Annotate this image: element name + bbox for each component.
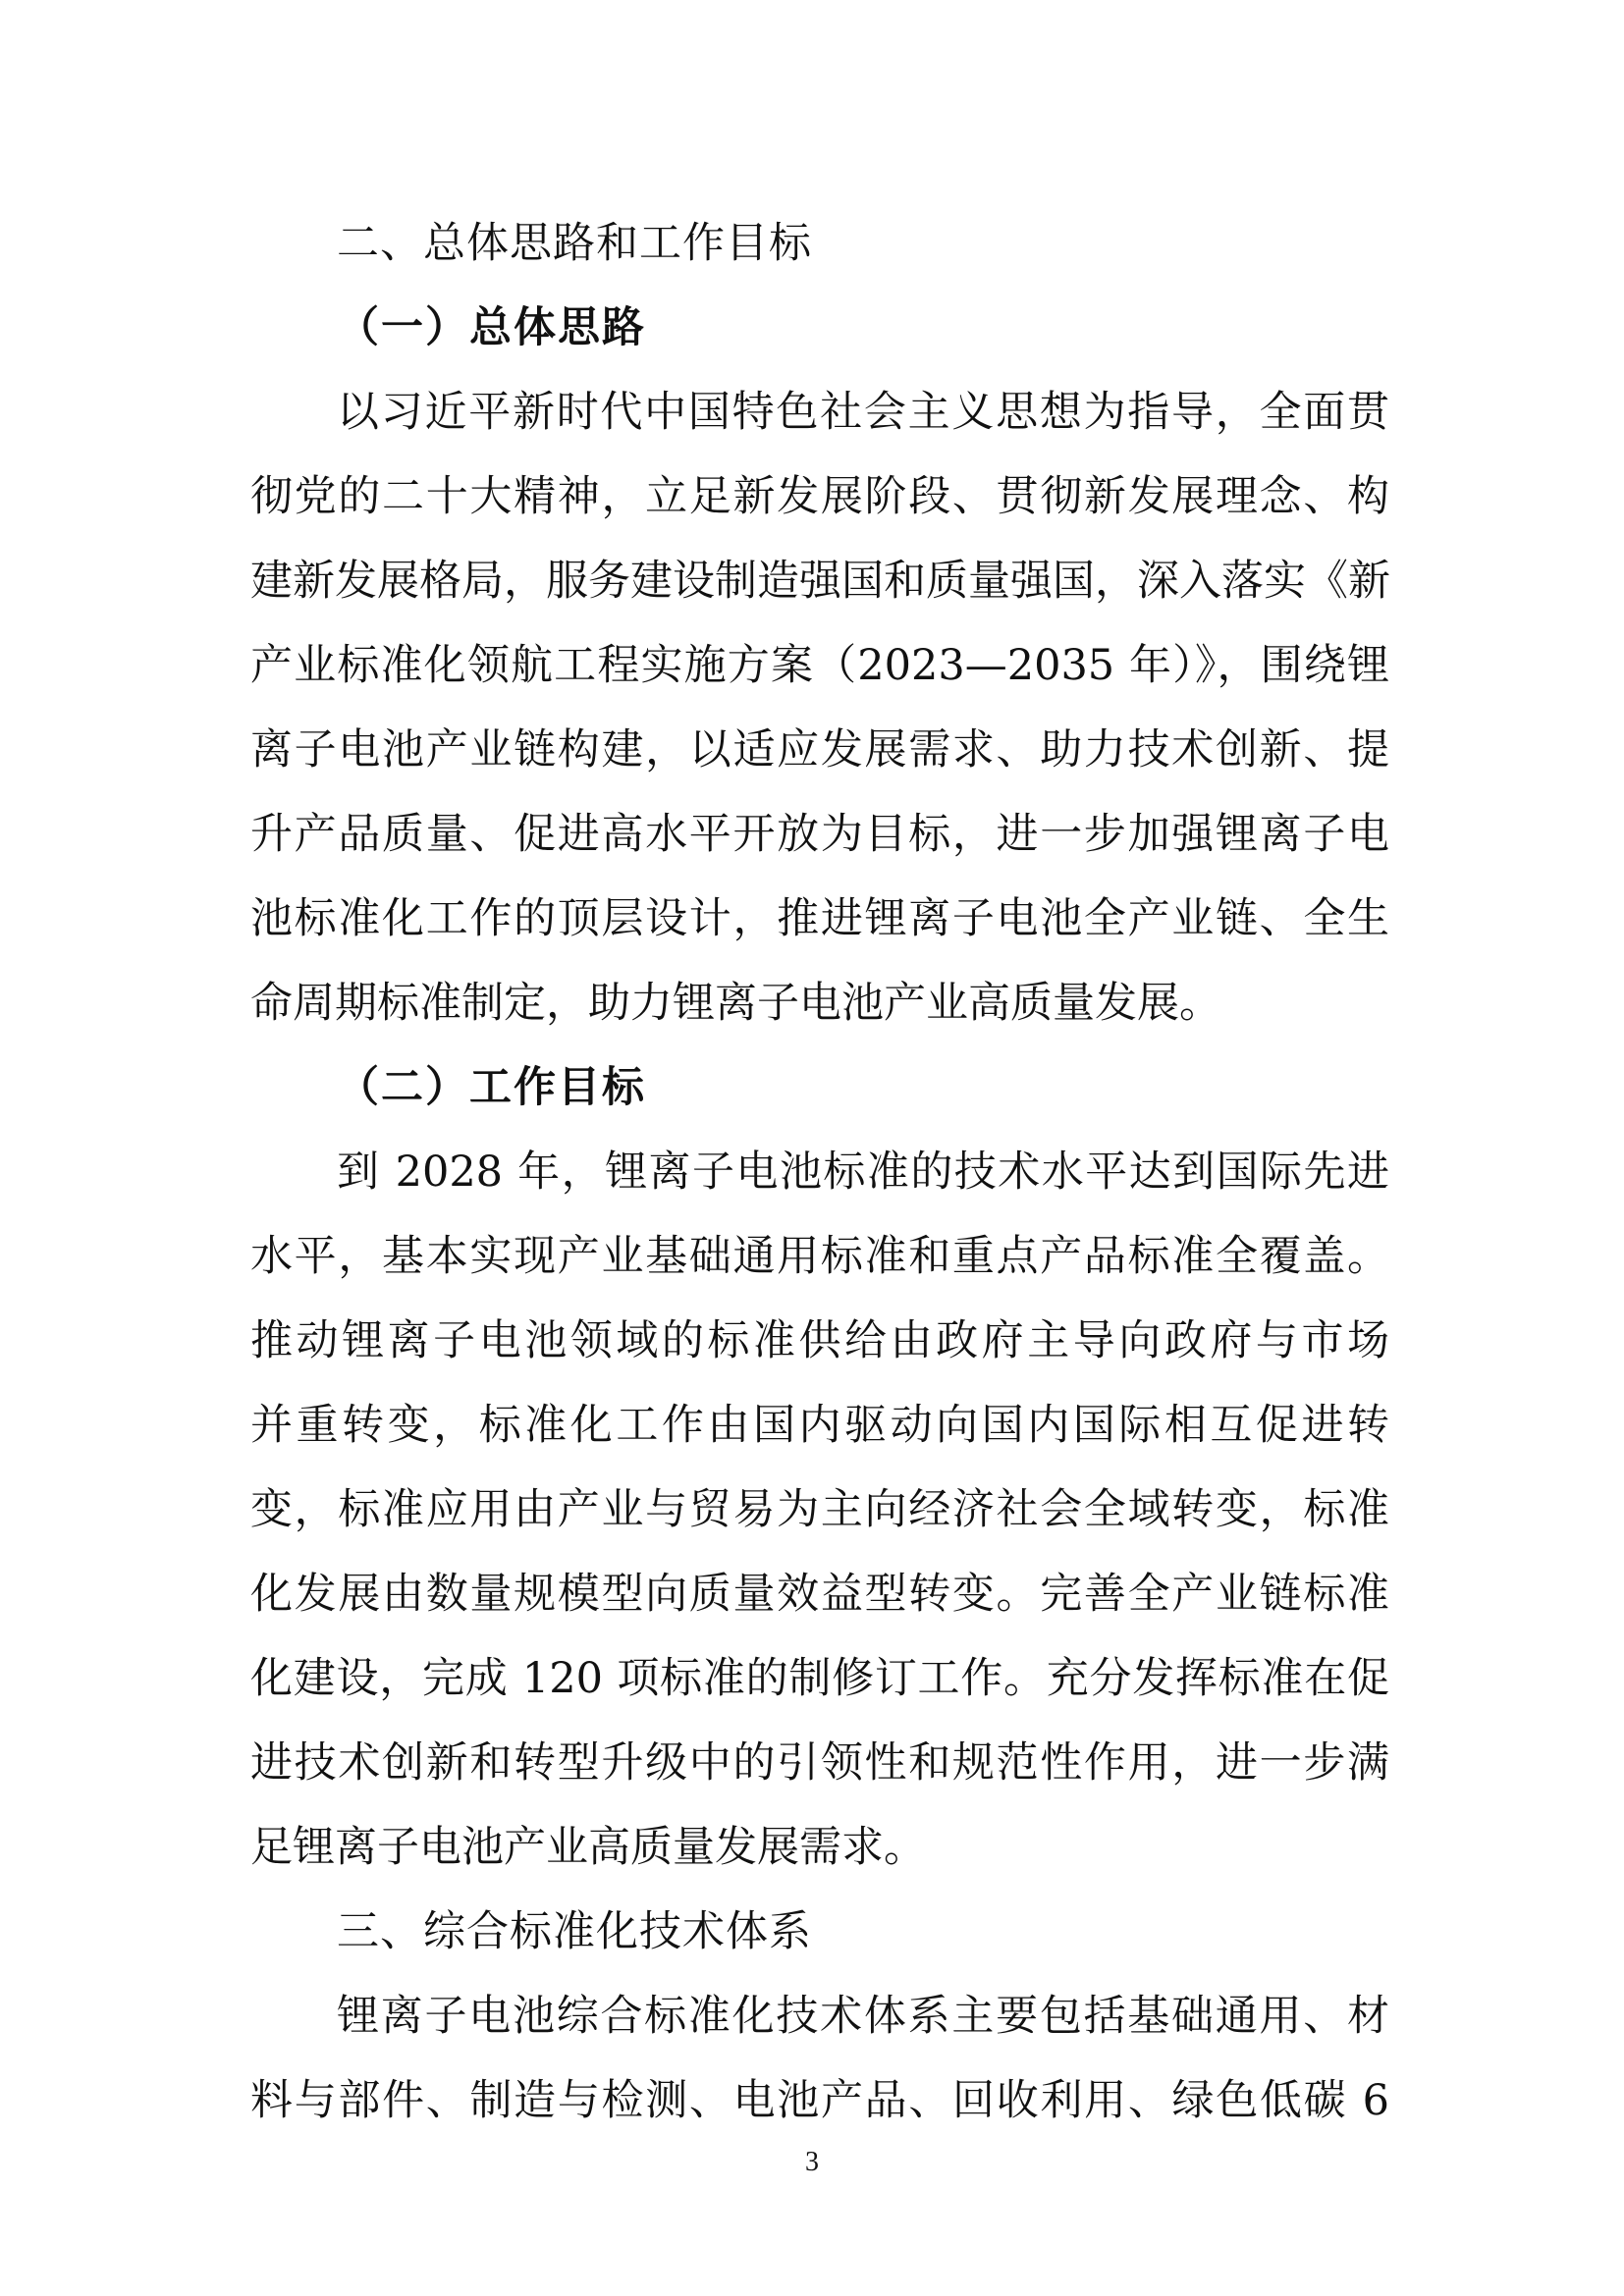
paragraph-line: 料与部件、制造与检测、电池产品、回收利用、绿色低碳 6 <box>250 2076 1389 2125</box>
paragraph-line: 以习近平新时代中国特色社会主义思想为指导，全面贯 <box>337 388 1389 437</box>
page-number: 3 <box>805 2147 819 2177</box>
paragraph-line: 变，标准应用由产业与贸易为主向经济社会全域转变，标准 <box>250 1485 1389 1534</box>
paragraph-line: 命周期标准制定，助力锂离子电池产业高质量发展。 <box>250 979 1221 1028</box>
paragraph-line: 水平，基本实现产业基础通用标准和重点产品标准全覆盖。 <box>250 1232 1389 1281</box>
subsection-heading: （二）工作目标 <box>337 1063 646 1112</box>
paragraph-line: 离子电池产业链构建，以适应发展需求、助力技术创新、提 <box>250 725 1389 774</box>
paragraph-line: 并重转变，标准化工作由国内驱动向国内国际相互促进转 <box>250 1401 1389 1450</box>
paragraph-line: 彻党的二十大精神，立足新发展阶段、贯彻新发展理念、构 <box>250 472 1389 521</box>
paragraph-line: 池标准化工作的顶层设计，推进锂离子电池全产业链、全生 <box>250 894 1389 943</box>
paragraph-line: 建新发展格局，服务建设制造强国和质量强国，深入落实《新 <box>250 557 1390 606</box>
section-heading: 三、综合标准化技术体系 <box>337 1907 812 1956</box>
paragraph-line: 化发展由数量规模型向质量效益型转变。完善全产业链标准 <box>250 1570 1389 1619</box>
paragraph-line: 推动锂离子电池领域的标准供给由政府主导向政府与市场 <box>250 1316 1389 1365</box>
paragraph-line: 化建设，完成 120 项标准的制修订工作。充分发挥标准在促 <box>250 1654 1389 1703</box>
paragraph-line: 到 2028 年，锂离子电池标准的技术水平达到国际先进 <box>337 1148 1389 1197</box>
paragraph-line: 锂离子电池综合标准化技术体系主要包括基础通用、材 <box>337 1992 1389 2041</box>
subsection-heading: （一）总体思路 <box>337 303 646 352</box>
paragraph-line: 升产品质量、促进高水平开放为目标，进一步加强锂离子电 <box>250 810 1389 859</box>
paragraph-line: 进技术创新和转型升级中的引领性和规范性作用，进一步满 <box>250 1738 1389 1788</box>
paragraph-line: 产业标准化领航工程实施方案（2023—2035 年）》，围绕锂 <box>250 641 1389 690</box>
section-heading: 二、总体思路和工作目标 <box>337 219 812 268</box>
paragraph-line: 足锂离子电池产业高质量发展需求。 <box>250 1823 926 1872</box>
